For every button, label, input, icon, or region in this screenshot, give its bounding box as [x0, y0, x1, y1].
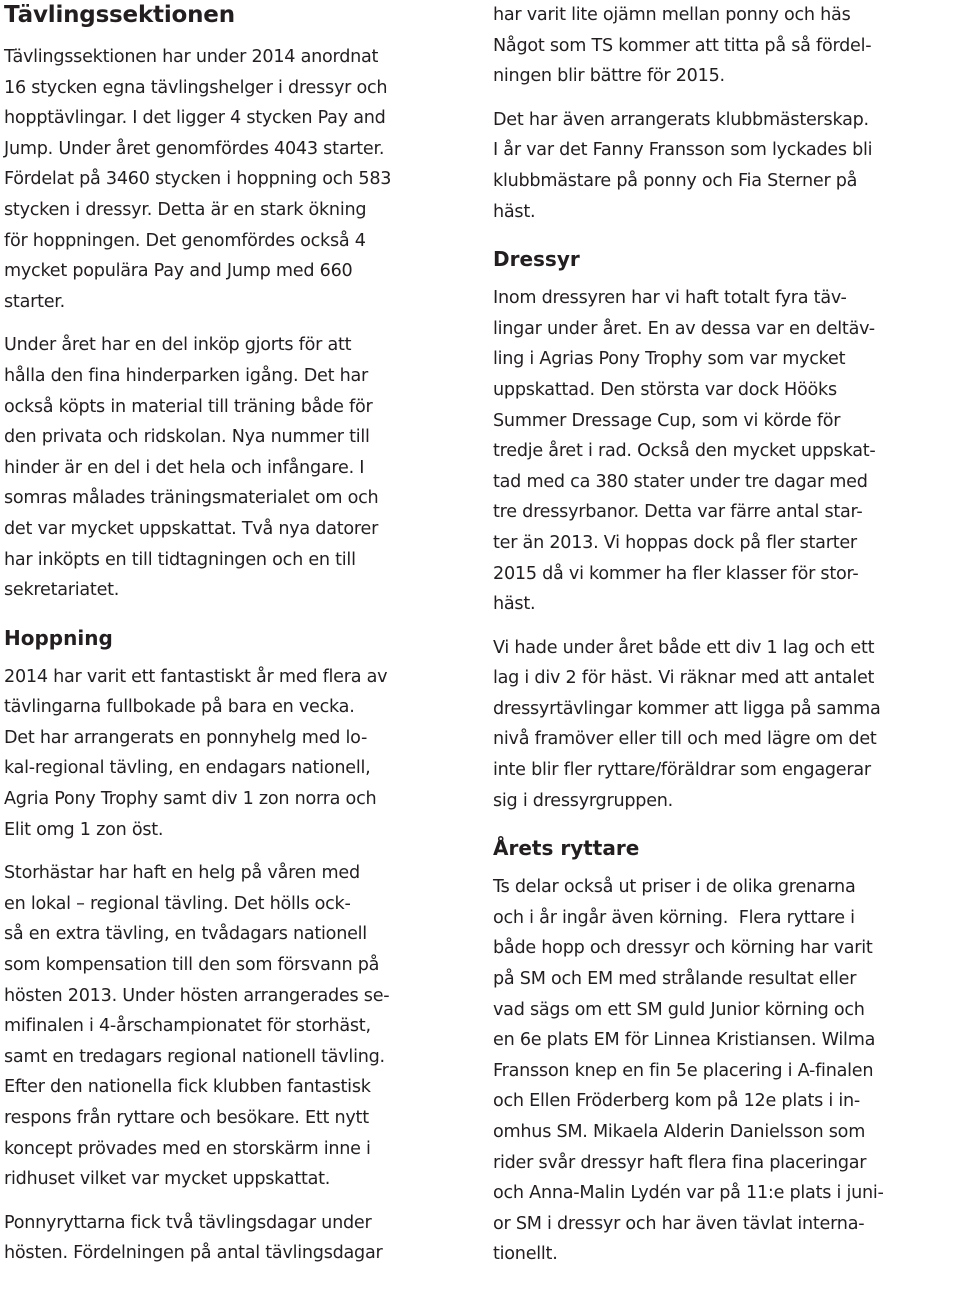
hoppning-paragraph-3 — [4, 1208, 474, 1269]
text-line: hösten 2013. Under hösten arrangerades se- — [4, 985, 390, 1006]
text-line: på SM och EM med strålande resultat eller — [493, 969, 857, 990]
text-line: uppskattad. Den största var dock Hööks — [493, 379, 837, 400]
text-line: samt en tredagars regional nationell tävling. — [4, 1046, 385, 1067]
dressyr-paragraph-1 — [493, 283, 957, 620]
text-line: vad sägs om ett SM guld Junior körning och — [493, 999, 865, 1020]
text-line: Inom dressyren har vi haft totalt fyra täv- — [493, 288, 847, 309]
arets-ryttare-paragraph — [493, 872, 957, 1270]
text-line: tre dressyrbanor. Detta var färre antal star- — [493, 502, 863, 523]
hoppning-paragraph-1 — [4, 662, 474, 846]
text-line: det var mycket uppskattat. Två nya datorer — [4, 518, 379, 539]
text-line: sig i dressyrgruppen. — [493, 790, 674, 811]
text-line: som kompensation till den som försvann på — [4, 955, 380, 976]
text-line: somras målades träningsmaterialet om och — [4, 488, 379, 509]
text-line: Något som TS kommer att titta på så fördel- — [493, 35, 872, 56]
text-line: den privata och ridskolan. Nya nummer till — [4, 427, 370, 448]
text-line: hösten. Fördelningen på antal tävlingsdagar — [4, 1243, 383, 1264]
hoppning-paragraph-2 — [4, 858, 474, 1195]
text-line: och i år ingår även körning. Flera ryttare i — [493, 907, 855, 928]
text-line: har varit lite ojämn mellan ponny och häs — [493, 5, 851, 25]
text-line: klubbmästare på ponny och Fia Sterner på — [493, 170, 858, 191]
text-line: respons från ryttare och besökare. Ett nytt — [4, 1108, 369, 1128]
text-line: Summer Dressage Cup, som vi körde för — [493, 410, 841, 431]
text-line: Ts delar också ut priser i de olika grenarna — [493, 877, 856, 898]
text-line: stycken i dressyr. Detta är en stark ökning — [4, 199, 367, 220]
text-line: både hopp och dressyr och körning har varit — [493, 938, 873, 959]
text-line: or SM i dressyr och har även tävlat interna- — [493, 1213, 865, 1234]
hoppning-heading: Hoppning — [4, 625, 113, 650]
text-line: och Anna-Malin Lydén var på 11:e plats i juni- — [493, 1183, 884, 1204]
text-line: häst. — [493, 201, 536, 222]
text-line: I år var det Fanny Fransson som lyckades bli — [493, 140, 873, 161]
text-line: inte blir fler ryttare/föräldrar som engagerar — [493, 760, 871, 781]
right-column — [493, 0, 957, 1270]
klubbmasterskap-paragraph — [493, 105, 957, 227]
text-line: Elit omg 1 zon öst. — [4, 819, 164, 840]
left-column — [4, 0, 474, 1269]
text-line: koncept prövades med en storskärm inne i — [4, 1138, 371, 1159]
text-line: Fransson knep en fin 5e placering i A-finalen — [493, 1060, 874, 1081]
intro-paragraph — [4, 42, 474, 317]
text-line: Det har arrangerats en ponnyhelg med lo- — [4, 727, 368, 748]
text-line: och Ellen Fröderberg kom på 12e plats i in- — [493, 1091, 861, 1112]
text-line: en 6e plats EM för Linnea Kristiansen. Wilma — [493, 1030, 876, 1051]
text-line: tionellt. — [493, 1244, 558, 1265]
text-line: ningen blir bättre för 2015. — [493, 66, 725, 87]
arets-ryttare-heading: Årets ryttare — [493, 836, 640, 861]
text-line: ter än 2013. Vi hoppas dock på fler starter — [493, 532, 857, 553]
text-line: mycket populära Pay and Jump med 660 — [4, 261, 353, 282]
text-line: Vi hade under året både ett div 1 lag och ett — [493, 637, 875, 658]
text-line: Agria Pony Trophy samt div 1 zon norra och — [4, 789, 377, 810]
text-line: Storhästar har haft en helg på våren med — [4, 863, 360, 884]
text-line: så en extra tävling, en tvådagars nationell — [4, 924, 367, 945]
text-line: Ponnyryttarna fick två tävlingsdagar under — [4, 1212, 372, 1233]
text-line: lag i div 2 för häst. Vi räknar med att antalet — [493, 668, 875, 689]
text-line: tävlingarna fullbokade på bara en vecka. — [4, 697, 355, 718]
text-line: starter. — [4, 291, 66, 312]
text-line: en lokal – regional tävling. Det hölls ock- — [4, 893, 351, 914]
text-line: omhus SM. Mikaela Alderin Danielsson som — [493, 1122, 866, 1142]
text-line: kal-regional tävling, en endagars nationell, — [4, 758, 371, 779]
text-line: också köpts in material till träning både för — [4, 396, 373, 417]
text-line: Fördelat på 3460 stycken i hoppning och 583 — [4, 169, 392, 190]
text-line: rider svår dressyr haft flera fina placeringar — [493, 1152, 867, 1173]
text-line: tad med ca 380 stater under tre dagar med — [493, 471, 868, 492]
text-line: hinder är en del i det hela och infångare. I — [4, 457, 365, 478]
text-line: Under året har en del inköp gjorts för att — [4, 335, 352, 356]
text-line: lingar under året. En av dessa var en deltäv- — [493, 318, 875, 339]
text-line: ling i Agrias Pony Trophy som var mycket — [493, 349, 846, 370]
text-line: har inköpts en till tidtagningen och en till — [4, 549, 356, 570]
text-line: nivå framöver eller till och med lägre om det — [493, 729, 877, 750]
text-line: hålla den fina hinderparken igång. Det har — [4, 365, 369, 386]
text-line: Jump. Under året genomfördes 4043 starter. — [4, 138, 385, 159]
dressyr-paragraph-2 — [493, 633, 957, 817]
text-line: Efter den nationella fick klubben fantastisk — [4, 1077, 371, 1098]
text-line: ridhuset vilket var mycket uppskattat. — [4, 1169, 331, 1190]
text-line: Det har även arrangerats klubbmästerskap. — [493, 109, 869, 130]
text-line: Tävlingssektionen har under 2014 anordnat — [4, 47, 379, 67]
equipment-paragraph — [4, 330, 474, 605]
text-line: sekretariatet. — [4, 580, 120, 601]
dressyr-heading: Dressyr — [493, 247, 580, 272]
text-line: mifinalen i 4-årschampionatet för storhäst, — [4, 1016, 371, 1037]
text-line: 2015 då vi kommer ha fler klasser för stor- — [493, 563, 859, 584]
text-line: för hoppningen. Det genomfördes också 4 — [4, 230, 366, 251]
text-line: tredje året i rad. Också den mycket uppskat- — [493, 441, 876, 462]
text-line: dressyrtävlingar kommer att ligga på samma — [493, 698, 881, 719]
text-line: häst. — [493, 594, 536, 615]
text-line: hopptävlingar. I det ligger 4 stycken Pay and — [4, 108, 386, 129]
text-line: 2014 har varit ett fantastiskt år med flera av — [4, 666, 388, 687]
continuation-paragraph — [493, 0, 957, 92]
text-line: 16 stycken egna tävlingshelger i dressyr och — [4, 77, 388, 98]
section-title: Tävlingssektionen — [4, 2, 235, 28]
